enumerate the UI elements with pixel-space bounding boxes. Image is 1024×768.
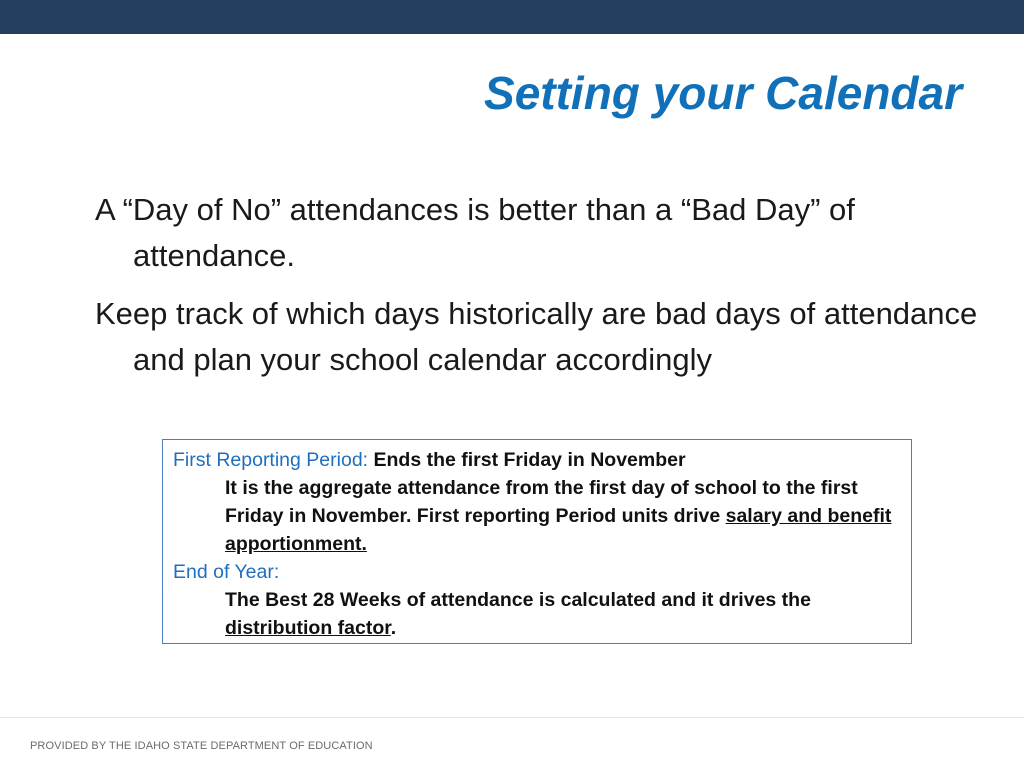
end-of-year-line	[173, 558, 901, 586]
end-of-year-period: .	[390, 617, 397, 639]
first-period-label: First Reporting Period:	[173, 449, 369, 471]
end-of-year-text: The Best 28 Weeks of attendance is calculated and it drives the	[225, 589, 811, 611]
slide-title: Setting your Calendar	[484, 67, 962, 119]
first-period-description	[173, 474, 901, 558]
bullet-day-of-no: A “Day of No” attendances is better than a “Bad Day” of attendance.	[95, 192, 855, 273]
end-of-year-label: End of Year:	[173, 561, 280, 583]
bullet-keep-track: Keep track of which days historically are bad days of attendance and plan your school calendar accordingly	[95, 296, 978, 377]
first-period-underlined-text: salary and benefit apportionment.	[225, 505, 892, 555]
first-period-text: It is the aggregate attendance from the first day of school to the first Friday in November. First reporting Period units drive	[225, 477, 858, 527]
distribution-factor-text: distribution factor	[225, 617, 391, 639]
top-header-bar	[0, 0, 1024, 34]
first-period-heading: Ends the first Friday in November	[368, 449, 686, 471]
footer-credit: PROVIDED BY THE IDAHO STATE DEPARTMENT OF EDUCATION	[30, 740, 373, 752]
footer-divider	[0, 717, 1024, 718]
reporting-period-info-box	[162, 439, 912, 644]
end-of-year-description	[173, 586, 901, 642]
first-period-line	[173, 446, 901, 474]
